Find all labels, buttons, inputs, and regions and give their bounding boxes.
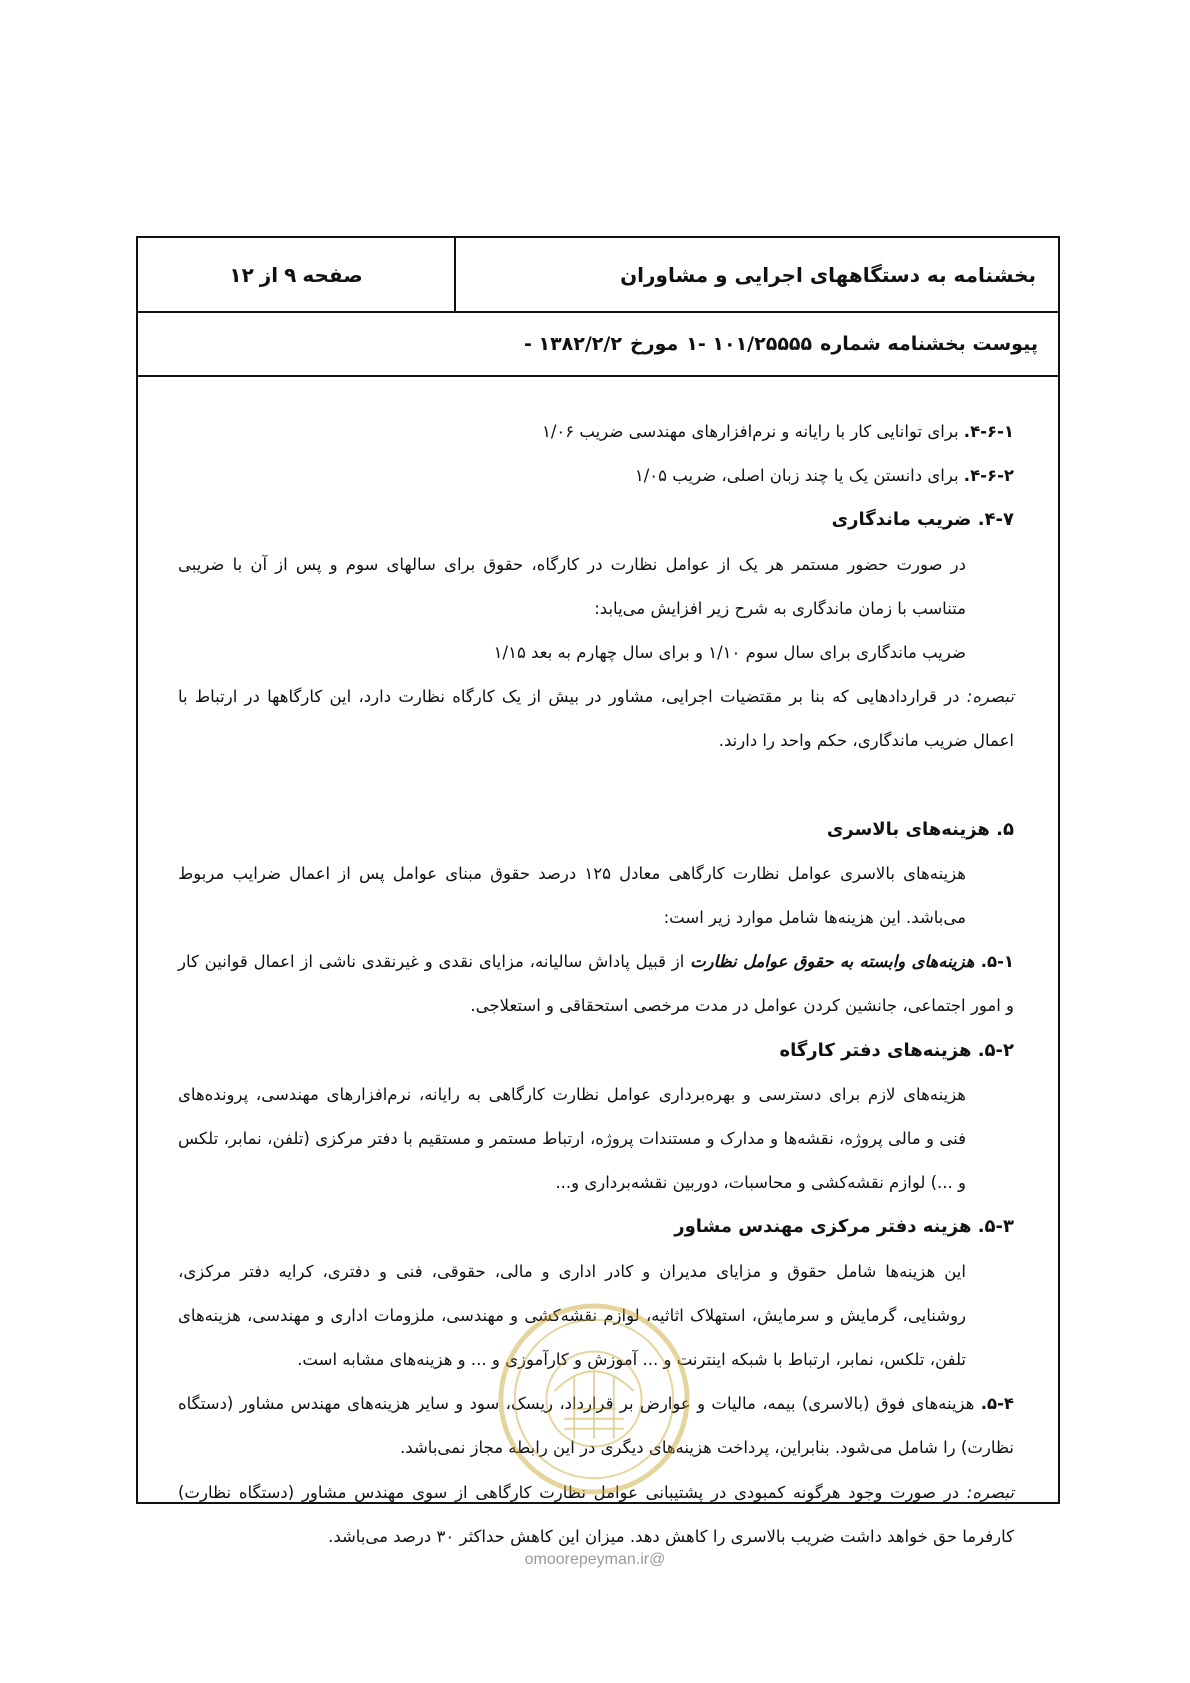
paragraph-5: هزینه‌های بالاسری عوامل نظارت کارگاهی معادل ۱۲۵ درصد حقوق مبنای عوامل پس از اعمال ضرایب مربوط می‌باشد. این هزینه‌ها شامل موارد زیر است: [178,863,966,928]
clause-5-4 [178,1382,1014,1470]
heading-4-7: ۴-۷. ضریب ماندگاری [831,509,1014,531]
page-of: از [259,262,279,287]
clause-text: برای توانایی کار با رایانه و نرم‌افزارهای مهندسی ضریب ۱/۰۶ [542,422,964,441]
clause-4-6-2 [178,454,1014,498]
appendix-number: ۱۰۱/۲۵۵۵۵ -۱ [686,333,813,355]
document-body [178,410,1014,1559]
note-label: تبصره: [966,1482,1014,1502]
clause-number: ۵-۱. [980,952,1014,972]
header-row [138,238,1058,313]
clause-text: از قبیل پاداش سالیانه، مزایای نقدی و غیرنقدی ناشی از اعمال قوانین کار و امور اجتماعی، جانشین کردن عوامل در مدت مرخصی استحقاقی و استعلاجی. [178,952,1014,1016]
watermark: @omoorepeyman.ir [524,1551,666,1568]
heading-5-2: ۵-۲. هزینه‌های دفتر کارگاه [779,1039,1014,1061]
spacer [178,764,1014,808]
page-current: ۹ [284,262,297,287]
clause-number: ۴-۶-۲. [963,466,1014,486]
paragraph-5-3: این هزینه‌ها شامل حقوق و مزایای مدیران و کادر اداری و مالی، حقوقی، فنی و دفتری، کرایه دفتر مرکزی، روشنایی، گرمایش و سرمایش، استهلاک اثاثیه، لوازم نقشه‌کشی و مهندسی، ملزومات اداری و مهندسی، هزینه‌های تلفن، تلکس، نمابر، ارتباط با شبکه اینترنت و ... آموزش و کارآموزی و ... و هزینه‌های مشابه است. [178,1261,966,1370]
page-total: ۱۲ [229,262,254,287]
page-word: صفحه [302,262,363,287]
appendix-reference [138,313,1058,377]
document-frame [136,236,1060,1546]
paragraph-4-7-1: در صورت حضور مستمر هر یک از عوامل نظارت در کارگاه، حقوق برای سالهای سوم و پس از آن با ضریبی متناسب با زمان ماندگاری به شرح زیر افزایش می‌یابد: [178,554,966,618]
note-1 [178,675,1014,763]
appendix-date: ۱۳۸۲/۲/۲ - [523,333,622,355]
clause-text: برای دانستن یک یا چند زبان اصلی، ضریب ۱/۰۵ [634,466,964,486]
appendix-label: پیوست بخشنامه شماره [820,333,1038,355]
clause-title: هزینه‌های وابسته به حقوق عوامل نظارت [690,952,981,972]
note-2 [178,1471,1014,1559]
circular-title: بخشنامه به دستگاههای اجرایی و مشاوران [454,238,1058,311]
note-text: در صورت وجود هرگونه کمبودی در پشتیبانی عوامل نظارت کارگاهی از سوی مهندس مشاور (دستگاه نظارت) کارفرما حق خواهد داشت ضریب بالاسری را کاهش دهد. میزان این کاهش حداکثر ۳۰ درصد می‌باشد. [178,1482,1014,1546]
heading-5: ۵. هزینه‌های بالاسری [826,818,1014,840]
clause-number: ۵-۴. [980,1394,1014,1414]
clause-text: هزینه‌های فوق (بالاسری) بیمه، مالیات و عوارض بر قرارداد، ریسک، سود و سایر هزینه‌های مهندس مشاور (دستگاه نظارت) را شامل می‌شود. بنابراین، پرداخت هزینه‌های دیگری در این رابطه مجاز نمی‌باشد. [178,1394,1014,1458]
clause-4-6-1 [178,410,1014,454]
note-text: در قراردادهایی که بنا بر مقتضیات اجرایی، مشاور در بیش از یک کارگاه نظارت دارد، این کارگاهها در ارتباط با اعمال ضریب ماندگاری، حکم واحد را دارند. [178,687,1014,751]
appendix-date-label: مورخ [629,333,679,355]
heading-5-3: ۵-۳. هزینه دفتر مرکزی مهندس مشاور [674,1216,1014,1238]
clause-5-1 [178,940,1014,1028]
paragraph-5-2: هزینه‌های لازم برای دسترسی و بهره‌برداری عوامل نظارت کارگاهی به رایانه، نرم‌افزارهای مهندسی، پرونده‌های فنی و مالی پروژه، نقشه‌ها و مدارک و مستندات پروژه، ارتباط مستمر و مستقیم با دفتر مرکزی (تلفن، نمابر، تلکس و ...) لوازم نقشه‌کشی و محاسبات، دوربین نقشه‌برداری و... [178,1084,966,1193]
page-number [138,238,454,311]
note-label: تبصره: [966,687,1014,707]
clause-number: ۴-۶-۱. [963,422,1014,441]
paragraph-4-7-2: ضریب ماندگاری برای سال سوم ۱/۱۰ و برای سال چهارم به بعد ۱/۱۵ [493,643,966,663]
